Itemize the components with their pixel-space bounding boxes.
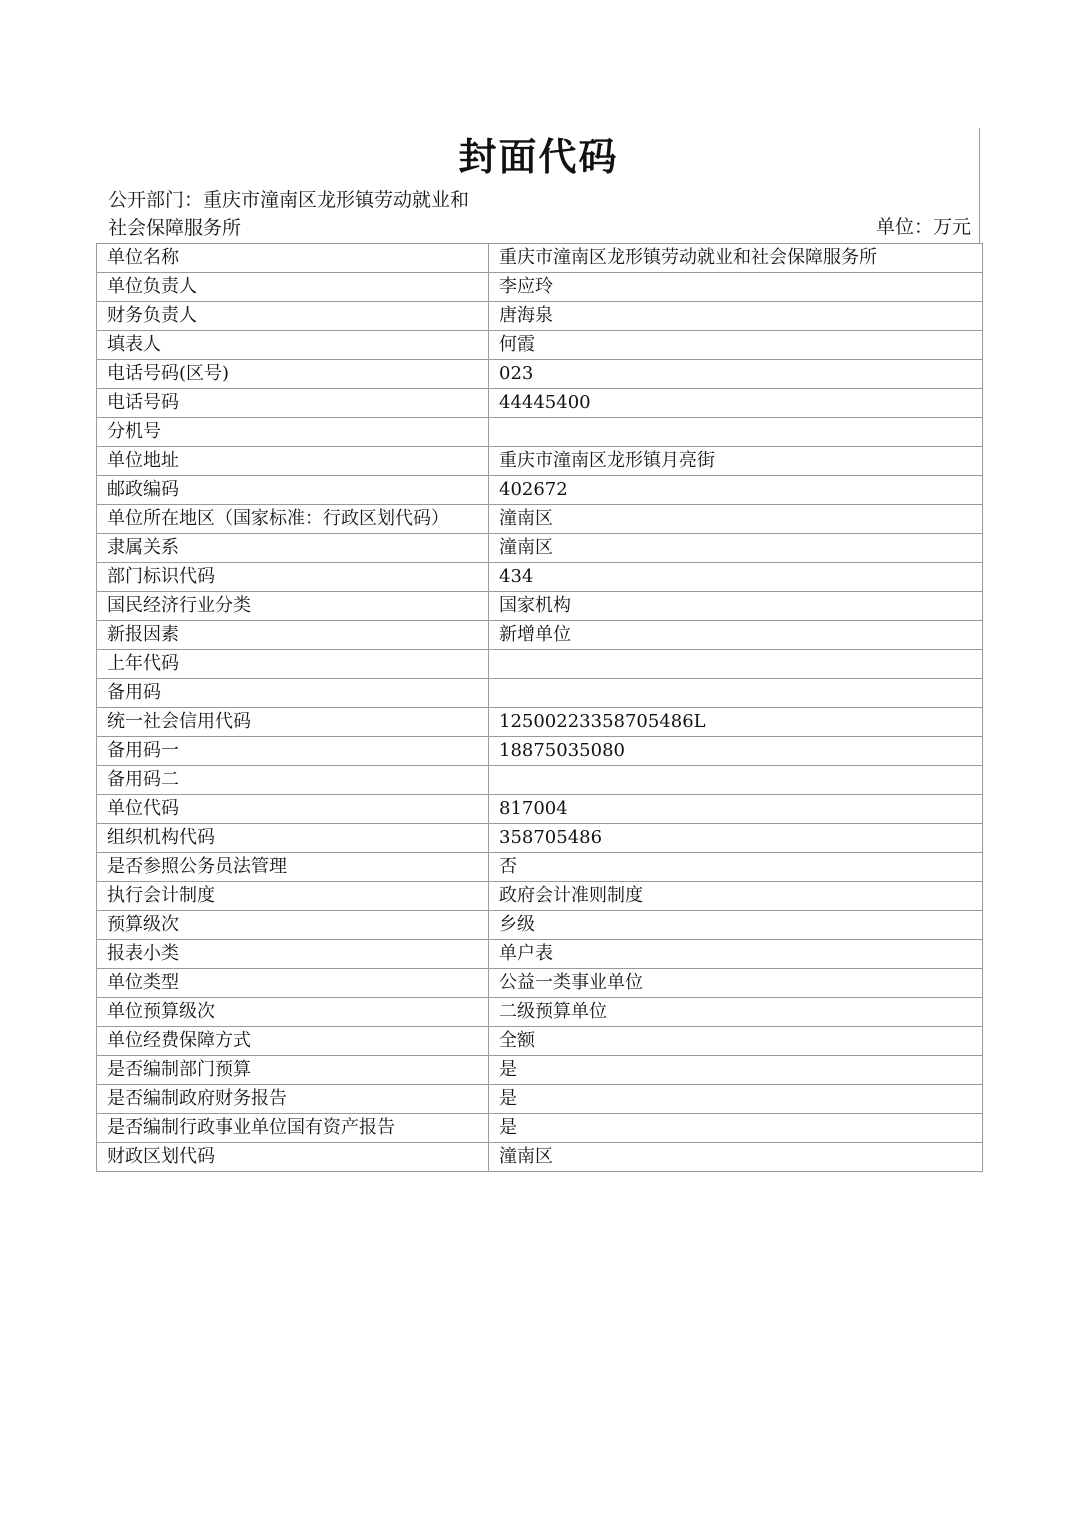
field-label: 单位经费保障方式 [97,1027,489,1056]
field-value: 李应玲 [489,273,983,302]
field-value: 是 [489,1056,983,1085]
field-value: 是 [489,1085,983,1114]
field-label: 电话号码 [97,389,489,418]
table-row [97,1085,983,1114]
field-label: 单位名称 [97,244,489,273]
table-row [97,1056,983,1085]
field-label: 单位预算级次 [97,998,489,1027]
field-label: 财务负责人 [97,302,489,331]
field-label: 是否参照公务员法管理 [97,853,489,882]
field-label: 国民经济行业分类 [97,592,489,621]
table-row [97,998,983,1027]
field-value: 潼南区 [489,505,983,534]
table-row [97,534,983,563]
field-label: 是否编制部门预算 [97,1056,489,1085]
field-label: 分机号 [97,418,489,447]
page-title: 封面代码 [458,135,619,179]
table-row [97,360,983,389]
table-row [97,302,983,331]
table-row [97,563,983,592]
field-value [489,679,983,708]
field-value: 12500223358705486L [489,708,983,737]
field-label: 单位类型 [97,969,489,998]
field-value: 否 [489,853,983,882]
field-label: 执行会计制度 [97,882,489,911]
field-value [489,418,983,447]
field-value: 是 [489,1114,983,1143]
table-row [97,969,983,998]
field-label: 单位代码 [97,795,489,824]
table-row [97,911,983,940]
field-value: 国家机构 [489,592,983,621]
field-value: 402672 [489,476,983,505]
table-row [97,331,983,360]
field-value: 重庆市潼南区龙形镇月亮街 [489,447,983,476]
field-value: 乡级 [489,911,983,940]
field-value: 重庆市潼南区龙形镇劳动就业和社会保障服务所 [489,244,983,273]
table-row [97,1114,983,1143]
table-row [97,244,983,273]
field-label: 备用码 [97,679,489,708]
field-label: 单位负责人 [97,273,489,302]
field-label: 预算级次 [97,911,489,940]
field-value: 44445400 [489,389,983,418]
field-label: 新报因素 [97,621,489,650]
field-label: 单位地址 [97,447,489,476]
field-value: 唐海泉 [489,302,983,331]
field-label: 填表人 [97,331,489,360]
table-row [97,737,983,766]
field-value: 二级预算单位 [489,998,983,1027]
table-row [97,273,983,302]
table-row [97,476,983,505]
table-row [97,650,983,679]
table-row [97,882,983,911]
field-value: 潼南区 [489,534,983,563]
field-value [489,766,983,795]
table-row [97,795,983,824]
field-label: 单位所在地区（国家标准：行政区划代码） [97,505,489,534]
field-value: 817004 [489,795,983,824]
cover-code-table-body [97,244,983,1172]
field-label: 统一社会信用代码 [97,708,489,737]
field-label: 上年代码 [97,650,489,679]
field-value: 全额 [489,1027,983,1056]
table-row [97,505,983,534]
field-label: 备用码一 [97,737,489,766]
field-value: 潼南区 [489,1143,983,1172]
field-value: 434 [489,563,983,592]
field-value: 18875035080 [489,737,983,766]
field-value: 政府会计准则制度 [489,882,983,911]
field-label: 电话号码(区号) [97,360,489,389]
field-label: 是否编制行政事业单位国有资产报告 [97,1114,489,1143]
table-row [97,418,983,447]
field-value: 023 [489,360,983,389]
field-label: 备用码二 [97,766,489,795]
unit-label: 单位：万元 [875,216,971,238]
table-row [97,1143,983,1172]
cover-sheet [96,128,981,1172]
field-value: 单户表 [489,940,983,969]
department-label: 公开部门：重庆市潼南区龙形镇劳动就业和社会保障服务所 [108,189,470,239]
cover-code-table [96,243,983,1172]
field-label: 隶属关系 [97,534,489,563]
table-row [97,708,983,737]
table-row [97,389,983,418]
field-label: 部门标识代码 [97,563,489,592]
table-row [97,592,983,621]
table-row [97,679,983,708]
table-row [97,766,983,795]
table-row [97,447,983,476]
field-value: 何霞 [489,331,983,360]
field-label: 报表小类 [97,940,489,969]
field-label: 邮政编码 [97,476,489,505]
table-row [97,621,983,650]
table-row [97,853,983,882]
field-label: 财政区划代码 [97,1143,489,1172]
field-label: 组织机构代码 [97,824,489,853]
table-row [97,1027,983,1056]
field-value: 新增单位 [489,621,983,650]
field-value: 358705486 [489,824,983,853]
field-value [489,650,983,679]
table-row [97,824,983,853]
report-header [96,186,981,243]
table-row [97,940,983,969]
field-label: 是否编制政府财务报告 [97,1085,489,1114]
field-value: 公益一类事业单位 [489,969,983,998]
